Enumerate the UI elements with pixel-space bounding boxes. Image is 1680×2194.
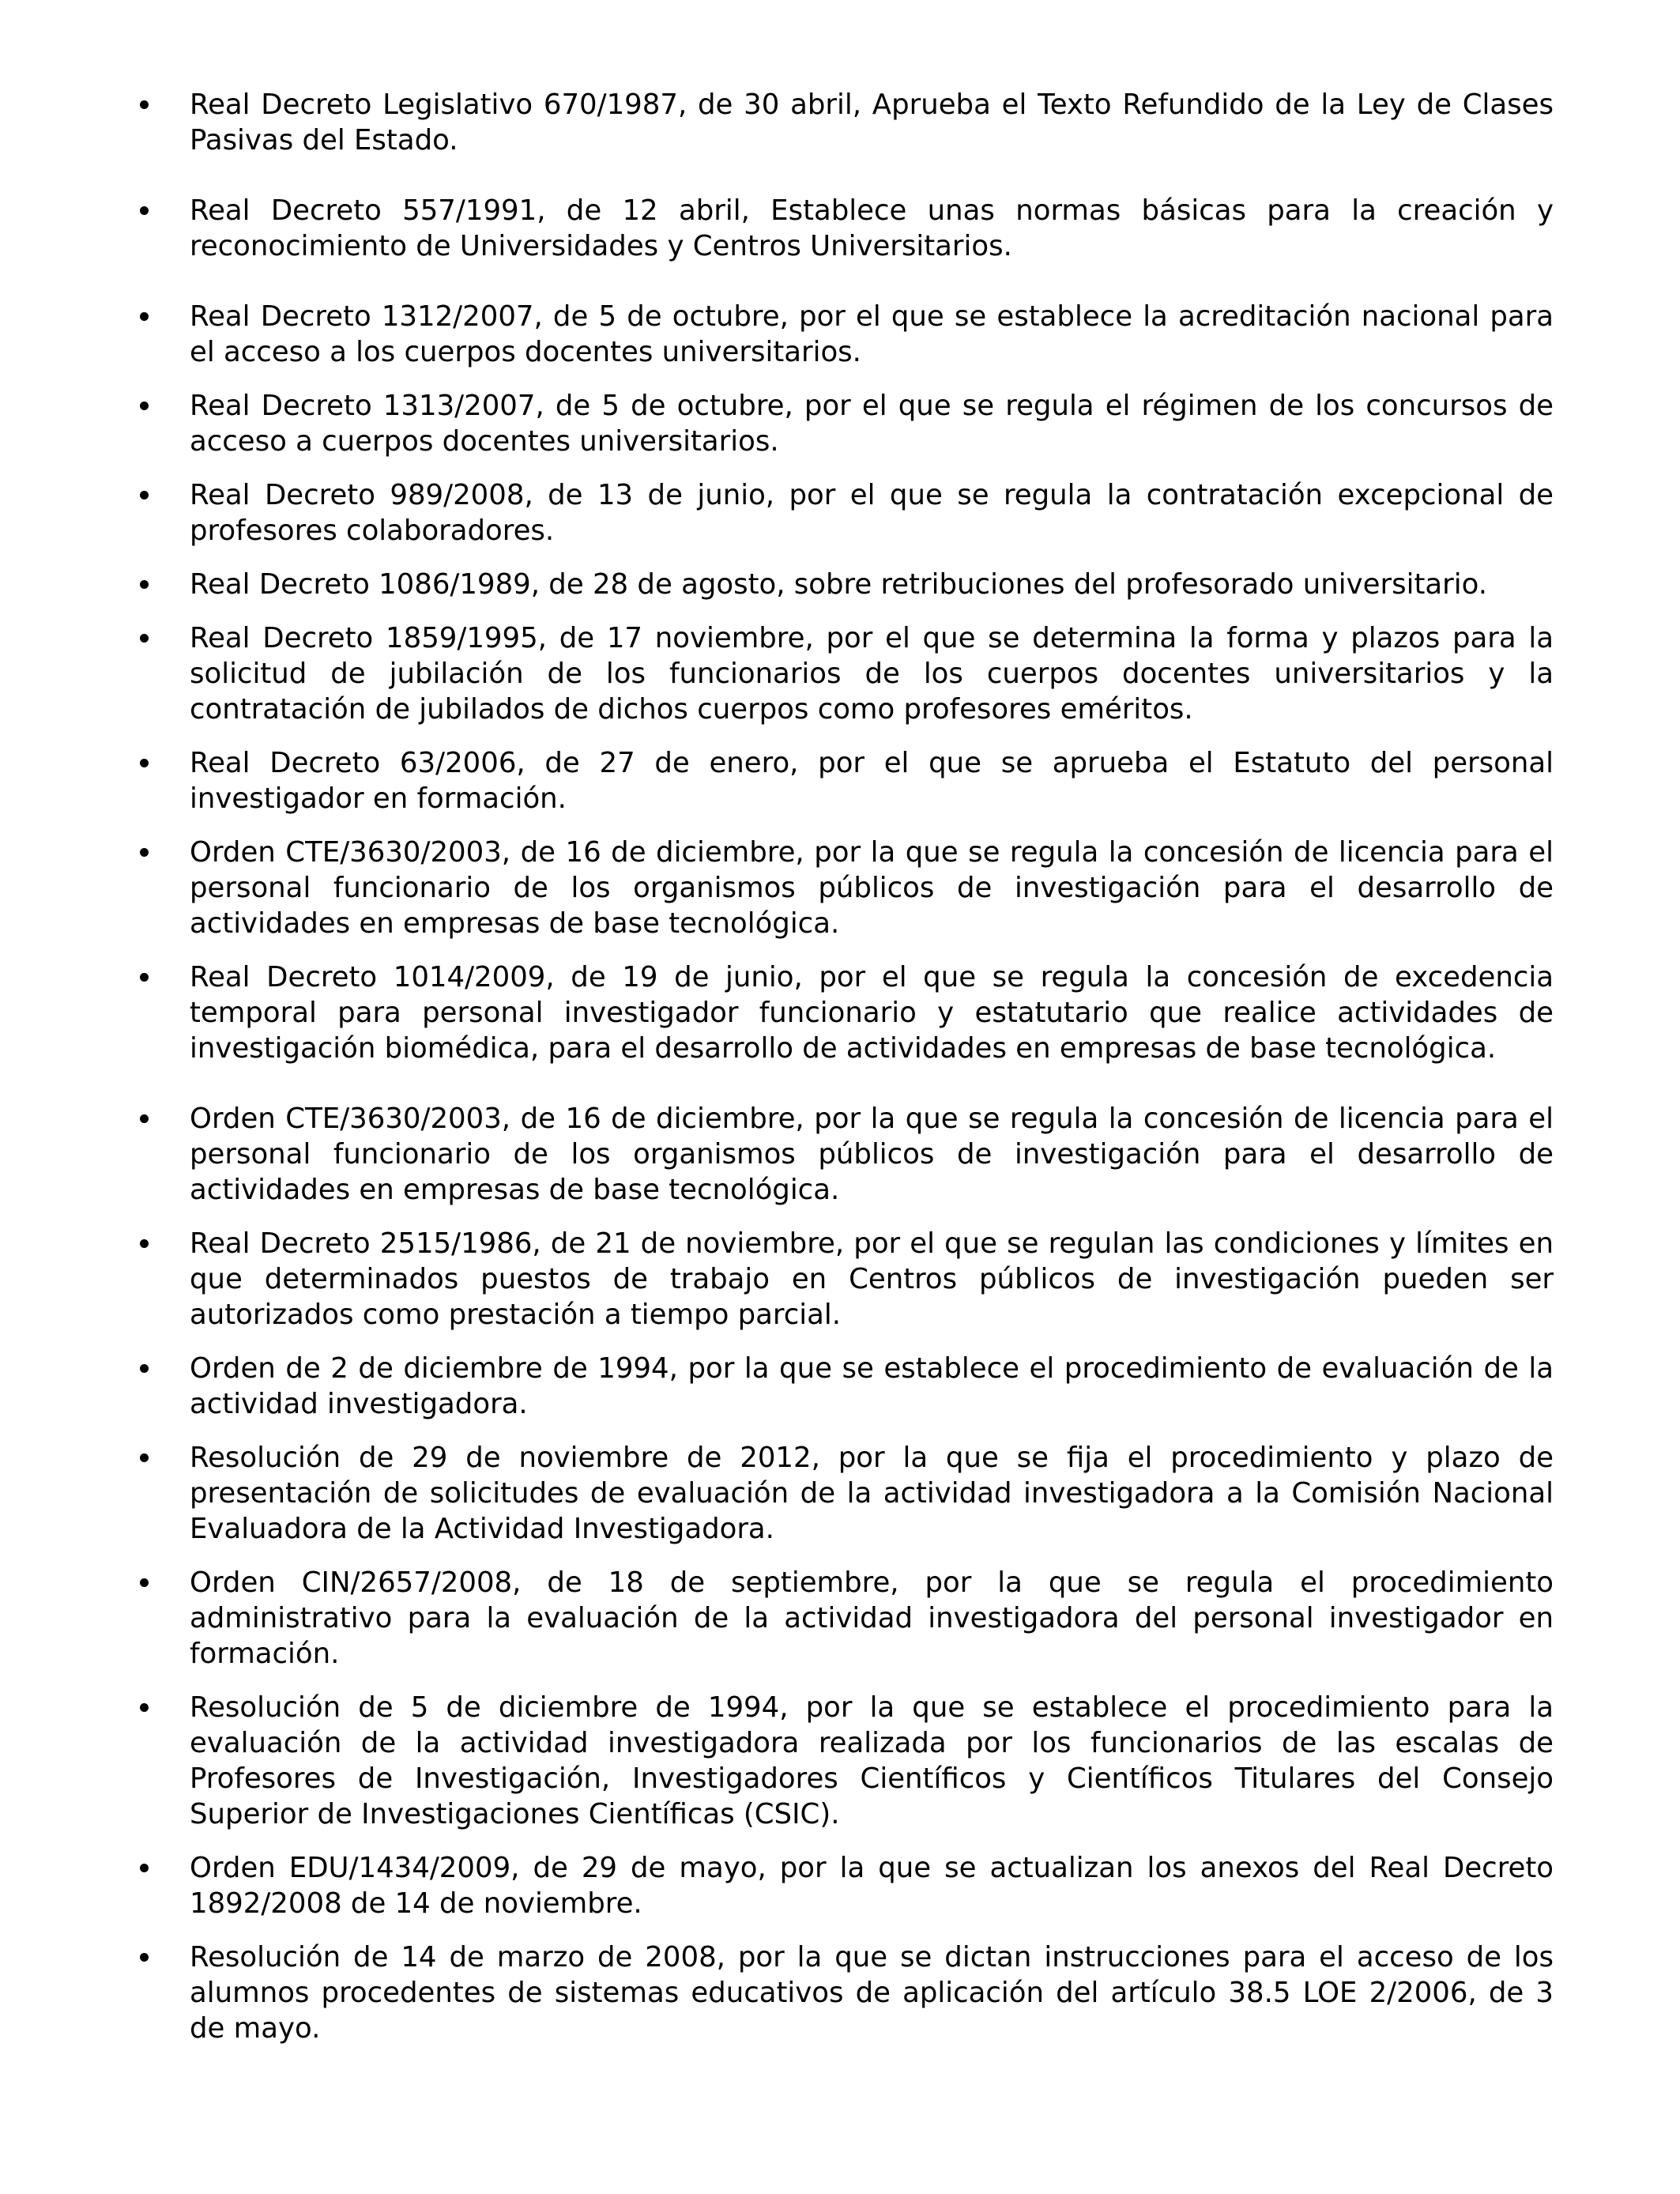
list-item xyxy=(126,1690,1554,1832)
bullet-icon xyxy=(136,388,152,424)
bullet-icon xyxy=(136,1351,152,1386)
list-item xyxy=(126,299,1554,370)
list-item-text: Orden CTE/3630/2003, de 16 de diciembre, por la que se regula la concesión de licencia para el personal funcionario de los organismos públicos de investigación para el desarrollo de actividades en empresas de base tecnológica. xyxy=(190,1103,1554,1206)
list-item xyxy=(126,477,1554,548)
list-item-text: Real Decreto 1859/1995, de 17 noviembre, por el que se determina la forma y plazos para la solicitud de jubilación de los funcionarios de los cuerpos docentes universitarios y la contratación de jubilados de dichos cuerpos como profesores eméritos. xyxy=(190,622,1554,726)
bullet-icon xyxy=(136,1440,152,1476)
list-item xyxy=(126,1226,1554,1333)
bullet-icon xyxy=(136,87,152,123)
list-item xyxy=(126,745,1554,816)
list-item xyxy=(126,1940,1554,2046)
bullet-icon xyxy=(136,745,152,781)
list-item-text: Orden CTE/3630/2003, de 16 de diciembre, por la que se regula la concesión de licencia para el personal funcionario de los organismos públicos de investigación para el desarrollo de actividades en empresas de base tecnológica. xyxy=(190,836,1554,940)
list-item-text: Real Decreto 1312/2007, de 5 de octubre, por el que se establece la acreditación nacional para el acceso a los cuerpos docentes universitarios. xyxy=(190,300,1554,368)
list-item xyxy=(126,1565,1554,1672)
bullet-icon xyxy=(136,1226,152,1261)
list-item-text: Resolución de 14 de marzo de 2008, por la que se dictan instrucciones para el acceso de los alumnos procedentes de sistemas educativos de aplicación del artículo 38.5 LOE 2/2006, de 3 de mayo. xyxy=(190,1941,1554,2045)
list-item-text: Resolución de 5 de diciembre de 1994, por la que se establece el procedimiento para la evaluación de la actividad investigadora realizada por los funcionarios de las escalas de Profesores de Investigación, Investigadores Científicos y Científicos Titulares del Consejo Superior de Investigaciones Científicas (CSIC). xyxy=(190,1691,1554,1830)
list-item xyxy=(126,1850,1554,1921)
list-item-text: Orden EDU/1434/2009, de 29 de mayo, por la que se actualizan los anexos del Real Decreto 1892/2008 de 14 de noviembre. xyxy=(190,1852,1554,1920)
list-item-text: Resolución de 29 de noviembre de 2012, por la que se fija el procedimiento y plazo de presentación de solicitudes de evaluación de la actividad investigadora a la Comisión Nacional Evaluadora de la Actividad Investigadora. xyxy=(190,1442,1554,1545)
bullet-icon xyxy=(136,193,152,228)
list-item xyxy=(126,1101,1554,1208)
list-item xyxy=(126,835,1554,941)
list-item xyxy=(126,959,1554,1066)
bullet-icon xyxy=(136,1565,152,1600)
list-item xyxy=(126,1351,1554,1422)
list-item-text: Real Decreto Legislativo 670/1987, de 30 abril, Aprueba el Texto Refundido de la Ley de Clases Pasivas del Estado. xyxy=(190,89,1554,156)
list-item xyxy=(126,1440,1554,1547)
list-item-text: Real Decreto 1014/2009, de 19 de junio, por el que se regula la concesión de excedencia temporal para personal investigador funcionario y estatutario que realice actividades de investigación biomédica, para el desarrollo de actividades en empresas de base tecnológica. xyxy=(190,961,1554,1065)
list-item xyxy=(126,193,1554,264)
bullet-icon xyxy=(136,1850,152,1886)
list-item-text: Real Decreto 2515/1986, de 21 de noviembre, por el que se regulan las condiciones y límites en que determinados puestos de trabajo en Centros públicos de investigación pueden ser autorizados como prestación a tiempo parcial. xyxy=(190,1227,1554,1331)
list-item-text: Orden CIN/2657/2008, de 18 de septiembre, por la que se regula el procedimiento administrativo para la evaluación de la actividad investigadora del personal investigador en formación. xyxy=(190,1566,1554,1670)
bullet-icon xyxy=(136,299,152,334)
list-item xyxy=(126,567,1554,602)
list-item-text: Real Decreto 1313/2007, de 5 de octubre, por el que se regula el régimen de los concursos de acceso a cuerpos docentes universitarios. xyxy=(190,390,1554,458)
bullet-icon xyxy=(136,477,152,513)
bullet-icon xyxy=(136,1940,152,1975)
list-item-text: Real Decreto 557/1991, de 12 abril, Establece unas normas básicas para la creación y reconocimiento de Universidades y Centros Universitarios. xyxy=(190,194,1554,262)
list-item-text: Real Decreto 1086/1989, de 28 de agosto, sobre retribuciones del profesorado universitario. xyxy=(190,568,1487,601)
bullet-icon xyxy=(136,959,152,995)
legislation-list xyxy=(126,87,1554,2064)
bullet-icon xyxy=(136,620,152,656)
list-item xyxy=(126,388,1554,459)
bullet-icon xyxy=(136,1690,152,1725)
list-item-text: Real Decreto 989/2008, de 13 de junio, por el que se regula la contratación excepcional de profesores colaboradores. xyxy=(190,479,1554,547)
list-item-text: Real Decreto 63/2006, de 27 de enero, por el que se aprueba el Estatuto del personal investigador en formación. xyxy=(190,747,1554,815)
list-item xyxy=(126,620,1554,727)
list-item-text: Orden de 2 de diciembre de 1994, por la que se establece el procedimiento de evaluación de la actividad investigadora. xyxy=(190,1352,1554,1420)
bullet-icon xyxy=(136,1101,152,1137)
bullet-icon xyxy=(136,835,152,870)
list-item xyxy=(126,87,1554,158)
bullet-icon xyxy=(136,567,152,602)
